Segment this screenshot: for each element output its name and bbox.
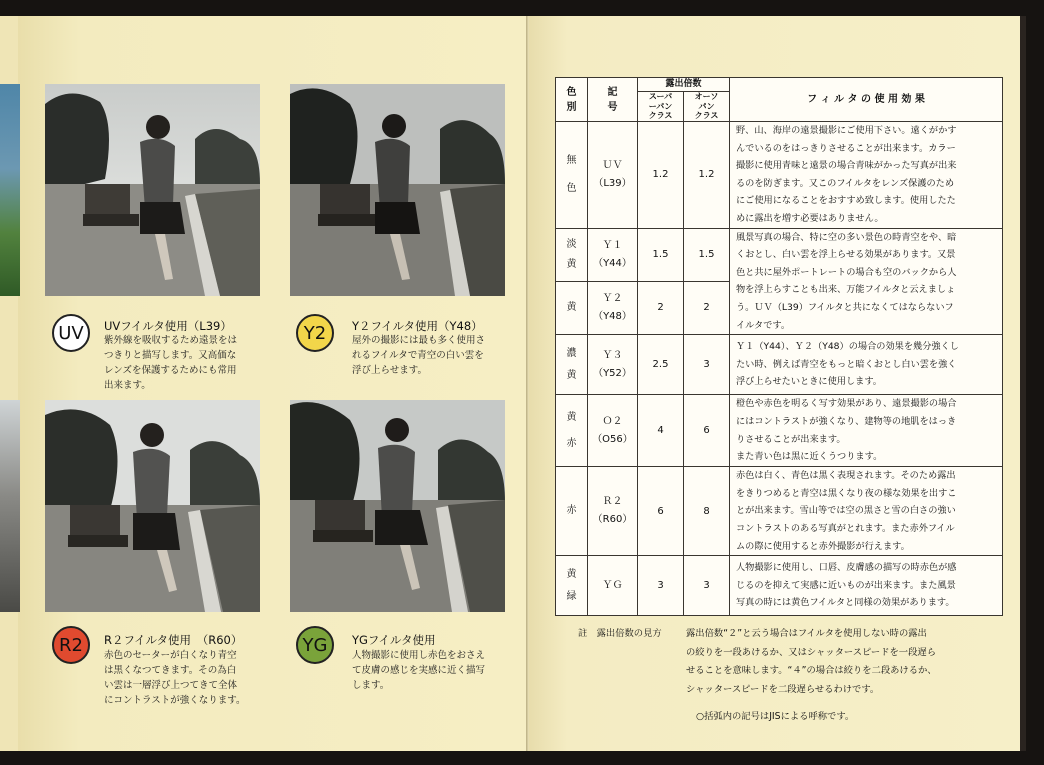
row-symbol-o2: Ｏ２ （O56） bbox=[588, 395, 638, 467]
header-ortho-pan: オーソ パン クラス bbox=[684, 92, 730, 122]
header-symbol: 記 号 bbox=[588, 78, 638, 122]
row-symbol-y3: Ｙ３ （Y52） bbox=[588, 335, 638, 395]
row-color-red: 赤 bbox=[556, 467, 588, 556]
caption-title-uv: UVフイルタ使用（L39） bbox=[104, 319, 232, 333]
row-ortho-y3: 3 bbox=[684, 335, 730, 395]
caption-title-y2: Y２フイルタ使用（Y48） bbox=[352, 319, 483, 333]
caption-body-y2: 屋外の撮影には最も多く使用さ れるフイルタで青空の白い雲を 浮び上らせます。 bbox=[352, 335, 486, 376]
photo-y2 bbox=[290, 84, 505, 296]
caption-body-r2: 赤色のセーターが白くなり青空 は黒くなつてきます。その為白 い雲は一層浮び上つてきて全体 にコントラストが強くなります。 bbox=[104, 650, 246, 706]
row-effect-uv: 野、山、海岸の遠景撮影にご使用下さい。遠くがかす んでいるのをはっきりさせることが出来ます。カラー 撮影に使用青味と遠景の場合青味がかった写真が出来 るのを防ぎます。又このフイルタをレンズ保護のため にご使用になることをおすすめ致します。使用したた めに露出を増す必要はありません。 bbox=[730, 122, 1003, 229]
row-super-yg: 3 bbox=[638, 556, 684, 616]
badge-yg: YG bbox=[296, 626, 334, 664]
note-label: 註 露出倍数の見方 bbox=[578, 628, 662, 639]
header-super-pan: スーパ ーパン クラス bbox=[638, 92, 684, 122]
row-ortho-y2: 2 bbox=[684, 281, 730, 334]
row-ortho-yg: 3 bbox=[684, 556, 730, 616]
row-ortho-o2: 6 bbox=[684, 395, 730, 467]
row-super-r2: 6 bbox=[638, 467, 684, 556]
row-symbol-yg: ＹＧ bbox=[588, 556, 638, 616]
row-color-light-yellow: 淡 黄 bbox=[556, 228, 588, 281]
row-symbol-y2: Ｙ２ （Y48） bbox=[588, 281, 638, 334]
row-super-o2: 4 bbox=[638, 395, 684, 467]
page-spine bbox=[526, 16, 529, 751]
row-effect-y1-y2: 風景写真の場合、特に空の多い景色の時青空をや、暗 くおとし、白い雲を浮上らせる効果があります。又景 色と共に屋外ポートレートの場合も空のバックから人 物を浮上らすことも出来、万能フイルタと云えましょ う。ＵＶ（L39）フイルタと共になくてはならないフ イルタです。 bbox=[730, 228, 1003, 335]
row-ortho-r2: 8 bbox=[684, 467, 730, 556]
row-color-deep-yellow: 濃 黄 bbox=[556, 335, 588, 395]
folded-photo-bottom bbox=[0, 400, 20, 612]
row-effect-o2: 橙色や赤色を明るく写す効果があり、遠景撮影の場合 にはコントラストが強くなり、建物等の地肌をはっき りさせることが出来ます。 また青い色は黒に近くうつります。 bbox=[730, 395, 1003, 467]
row-effect-y3: Ｙ１（Y44）、Ｙ２（Y48）の場合の効果を幾分強くし たい時、例えば青空をもっと暗くおとし白い雲を強く 浮び上らせたいときに使用します。 bbox=[730, 335, 1003, 395]
badge-uv: UV bbox=[52, 314, 90, 352]
note-footnote: ○括弧内の記号はJISによる呼称です。 bbox=[696, 711, 855, 722]
folded-photo-top bbox=[0, 84, 20, 296]
row-symbol-uv: ＵＶ （L39） bbox=[588, 122, 638, 229]
row-symbol-y1: Ｙ１ （Y44） bbox=[588, 228, 638, 281]
photo-r2 bbox=[45, 400, 260, 612]
header-exposure: 露出倍数 bbox=[638, 78, 730, 92]
header-effect: フ ィ ル タ の 使 用 効 果 bbox=[730, 78, 1003, 122]
row-super-uv: 1.2 bbox=[638, 122, 684, 229]
caption-title-yg: YGフイルタ使用 bbox=[352, 633, 436, 647]
row-symbol-r2: Ｒ２ （R60） bbox=[588, 467, 638, 556]
row-color-colorless: 無 色 bbox=[556, 122, 588, 229]
row-color-yellow: 黄 bbox=[556, 281, 588, 334]
photo-yg bbox=[290, 400, 505, 612]
row-effect-yg: 人物撮影に使用し、口唇、皮膚感の描写の時赤色が感 じるのを抑えて実感に近いものが出来ます。また風景 写真の時には黄色フイルタと同様の効果があります。 bbox=[730, 556, 1003, 616]
row-color-yellow-green: 黄 緑 bbox=[556, 556, 588, 616]
badge-y2: Y2 bbox=[296, 314, 334, 352]
filter-table bbox=[555, 77, 1003, 616]
caption-body-uv: 紫外線を吸収するため遠景をは つきりと描写します。又高価な レンズを保護するためにも常用 出来ます。 bbox=[104, 335, 238, 391]
row-ortho-y1: 1.5 bbox=[684, 228, 730, 281]
row-super-y2: 2 bbox=[638, 281, 684, 334]
page-edge-shadow bbox=[1020, 16, 1026, 751]
photo-uv bbox=[45, 84, 260, 296]
row-ortho-uv: 1.2 bbox=[684, 122, 730, 229]
row-super-y3: 2.5 bbox=[638, 335, 684, 395]
row-super-y1: 1.5 bbox=[638, 228, 684, 281]
note-text: 露出倍数“２”と云う場合はフイルタを使用しない時の露出 の絞りを一段あけるか、又はシャッタースピードを一段遅ら せることを意味します。“４”の場合は絞りを二段あけるか、 シャッタースピードを二段遅らせるわけです。 bbox=[686, 628, 937, 695]
caption-body-yg: 人物撮影に使用し赤色をおさえ て皮膚の感じを実感に近く描写 します。 bbox=[352, 650, 486, 691]
caption-title-r2: R２フイルタ使用 （R60） bbox=[104, 633, 243, 647]
row-effect-r2: 赤色は白く、青色は黒く表現されます。そのため露出 をきりつめると青空は黒くなり夜の様な効果を出すこ とが出来ます。雪山等では空の黒さと雪の白さの強い コントラストのある写真がとれます。また赤外フイル ムの際に使用すると赤外撮影が行えます。 bbox=[730, 467, 1003, 556]
badge-r2: R2 bbox=[52, 626, 90, 664]
row-color-yellow-red: 黄 赤 bbox=[556, 395, 588, 467]
header-color: 色 別 bbox=[556, 78, 588, 122]
